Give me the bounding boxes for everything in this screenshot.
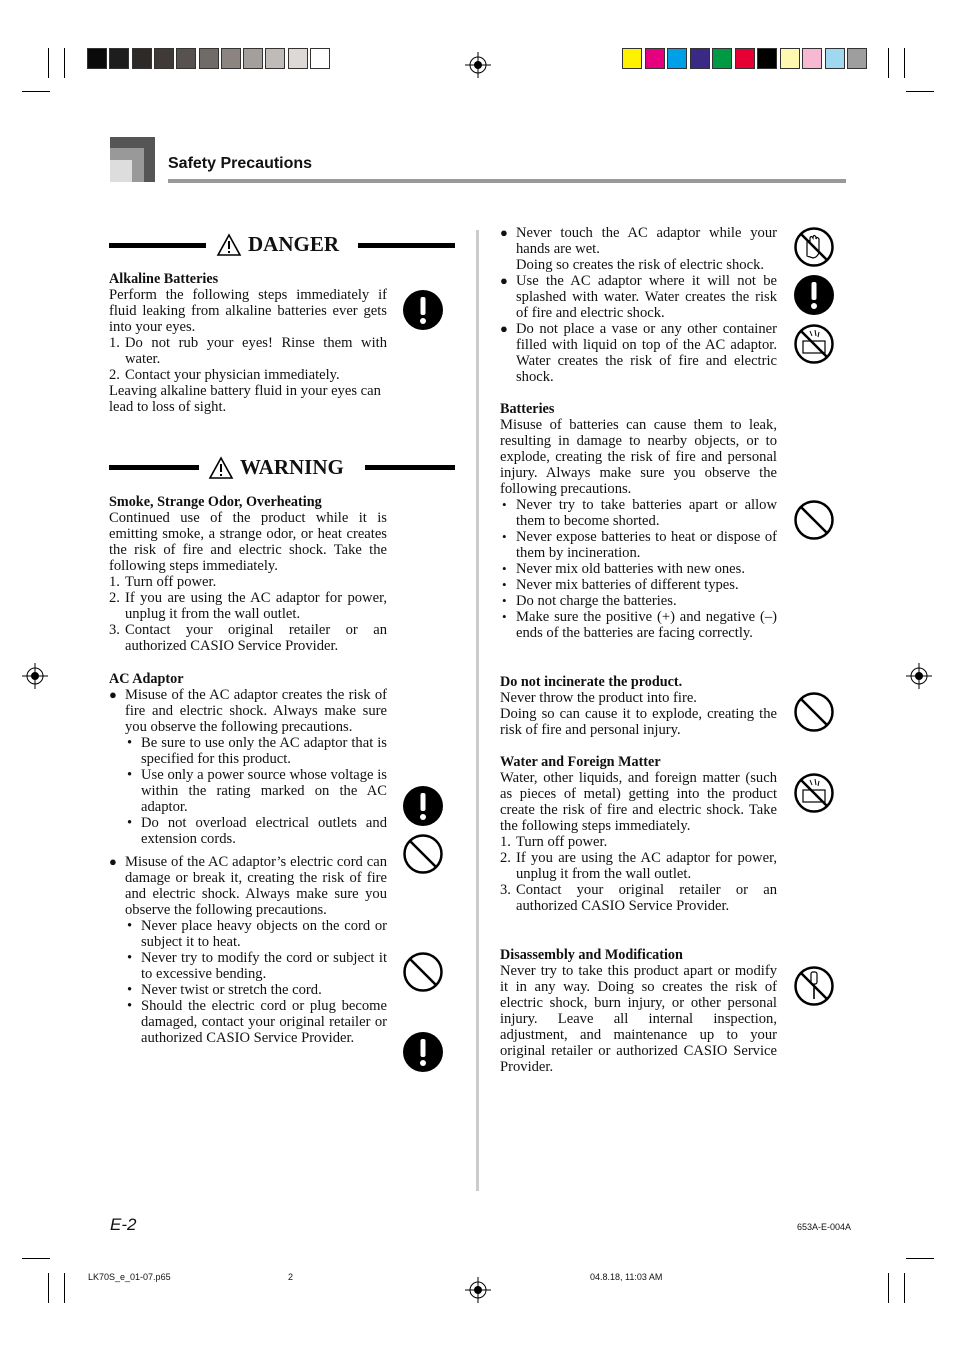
file-date: 04.8.18, 11:03 AM xyxy=(590,1272,663,1282)
list-item: • Never try to modify the cord or subject it to excessive bending. xyxy=(127,950,387,982)
exclamation-icon xyxy=(402,785,444,827)
no-water-icon xyxy=(793,323,835,365)
ac-adaptor-heading: AC Adaptor xyxy=(109,671,184,687)
page-number: E-2 xyxy=(110,1215,137,1234)
gray-swatch xyxy=(176,48,196,69)
registration-mark-left xyxy=(22,663,48,689)
section-rule xyxy=(168,179,846,183)
alkaline-section xyxy=(109,271,387,415)
registration-mark-right xyxy=(906,663,932,689)
caution-triangle-icon xyxy=(208,456,234,480)
list-item: • Use only a power source whose voltage is within the rating marked on the AC adaptor. xyxy=(127,767,387,815)
process-swatch xyxy=(780,48,800,69)
process-swatch xyxy=(825,48,845,69)
ac-adaptor-section xyxy=(109,671,387,1046)
caution-triangle-icon xyxy=(216,233,242,257)
alkaline-intro: Perform the following steps immediately if fluid leaking from alkaline batteries ever gets into your eyes. xyxy=(109,287,387,335)
gray-swatch xyxy=(221,48,241,69)
list-item: ● Misuse of the AC adaptor creates the risk of fire and electric shock. Always make sure you observe the following precautions. xyxy=(109,687,387,735)
water-step: 3. Contact your original retailer or an authorized CASIO Service Provider. xyxy=(500,882,777,914)
list-item: • Never mix old batteries with new ones. xyxy=(502,561,745,577)
danger-title: DANGER xyxy=(248,232,340,256)
process-swatch xyxy=(622,48,642,69)
no-wet-hands-icon xyxy=(793,226,835,268)
file-page: 2 xyxy=(288,1272,294,1282)
warning-rule-right xyxy=(365,465,455,470)
process-swatch xyxy=(802,48,822,69)
gray-swatch xyxy=(310,48,330,69)
exclamation-icon xyxy=(402,1031,444,1073)
registration-mark-top xyxy=(465,52,491,78)
danger-heading xyxy=(216,232,339,257)
smoke-step: 1. Turn off power. xyxy=(109,574,217,590)
water-section xyxy=(500,754,777,914)
water-step: 2. If you are using the AC adaptor for power, unplug it from the wall outlet. xyxy=(500,850,777,882)
list-item: • Should the electric cord or plug become damaged, contact your original retailer or authorized CASIO Service Provider. xyxy=(127,998,387,1046)
alkaline-step: 1. Do not rub your eyes! Rinse them with water. xyxy=(109,335,387,367)
registration-mark-bottom xyxy=(465,1277,491,1303)
danger-rule-right xyxy=(358,243,455,248)
alkaline-outro: Leaving alkaline battery fluid in your eyes can lead to loss of sight. xyxy=(109,383,381,415)
list-item: • Never expose batteries to heat or dispose of them by incineration. xyxy=(502,529,777,561)
process-swatch xyxy=(712,48,732,69)
no-disassemble-icon xyxy=(793,965,835,1007)
no-water-icon xyxy=(793,772,835,814)
list-item: • Do not overload electrical outlets and extension cords. xyxy=(127,815,387,847)
section-title: Safety Precautions xyxy=(168,155,313,172)
list-item: • Never try to take batteries apart or allow them to become shorted. xyxy=(502,497,777,529)
batteries-section xyxy=(500,401,777,641)
warning-heading xyxy=(208,455,344,480)
no-icon xyxy=(793,499,835,541)
list-item: • Make sure the positive (+) and negative (–) ends of the batteries are facing correctly. xyxy=(502,609,777,641)
water-intro: Water, other liquids, and foreign matter (such as pieces of metal) getting into the product create the risk of fire and electric shock. Take the following steps immediately. xyxy=(500,770,777,834)
section-tab-core xyxy=(110,160,132,182)
process-swatch xyxy=(690,48,710,69)
incinerate-section: Do not incinerate the product. Never throw the product into fire. Doing so can cause it to explode, creating the risk of fire and personal injury. xyxy=(500,674,777,738)
gray-swatch xyxy=(199,48,219,69)
water-heading: Water and Foreign Matter xyxy=(500,754,661,770)
gray-swatch xyxy=(109,48,129,69)
warning-rule-left xyxy=(109,465,199,470)
gray-swatch xyxy=(87,48,107,69)
exclamation-icon xyxy=(402,289,444,331)
batteries-intro: Misuse of batteries can cause them to leak, resulting in damage to nearby objects, or to explode, creating the risk of fire and personal injury. Always make sure you observe the following precautions. xyxy=(500,417,777,497)
list-item: • Never twist or stretch the cord. xyxy=(127,982,322,998)
list-item: ● Misuse of the AC adaptor’s electric cord can damage or break it, creating the risk of fire and electric shock. Always make sure you observe the following precautions. xyxy=(109,854,387,918)
water-step: 1. Turn off power. xyxy=(500,834,608,850)
document-code: 653A-E-004A xyxy=(797,1222,852,1232)
list-item: ● Do not place a vase or any other container filled with liquid on top of the AC adaptor. Water creates the risk of fire and electric shock. xyxy=(500,321,777,385)
process-swatch xyxy=(735,48,755,69)
no-icon xyxy=(793,691,835,733)
gray-swatch xyxy=(288,48,308,69)
danger-rule-left xyxy=(109,243,206,248)
list-item: • Do not charge the batteries. xyxy=(502,593,677,609)
smoke-intro: Continued use of the product while it is emitting smoke, a strange odor, or heat creates the risk of fire and electric shock. Take the following steps immediately. xyxy=(109,510,387,574)
no-icon xyxy=(402,951,444,993)
alkaline-heading: Alkaline Batteries xyxy=(109,271,219,287)
gray-swatch xyxy=(265,48,285,69)
process-swatch xyxy=(847,48,867,69)
gray-swatch xyxy=(154,48,174,69)
process-swatch xyxy=(645,48,665,69)
file-name: LK70S_e_01-07.p65 xyxy=(88,1272,171,1282)
exclamation-icon xyxy=(793,274,835,316)
smoke-step: 3. Contact your original retailer or an authorized CASIO Service Provider. xyxy=(109,622,387,654)
list-item: • Be sure to use only the AC adaptor that is specified for this product. xyxy=(127,735,387,767)
list-item: ● Never touch the AC adaptor while your hands are wet. Doing so creates the risk of electric shock. xyxy=(500,225,777,273)
smoke-heading: Smoke, Strange Odor, Overheating xyxy=(109,494,322,510)
process-swatch xyxy=(757,48,777,69)
process-swatch xyxy=(667,48,687,69)
gray-swatch xyxy=(243,48,263,69)
list-item: • Never mix batteries of different types. xyxy=(502,577,739,593)
smoke-section xyxy=(109,494,387,654)
disassembly-heading: Disassembly and Modification xyxy=(500,947,683,963)
disassembly-section: Disassembly and Modification Never try to take this product apart or modify it in any way. Doing so creates the risk of electric shock, burn injury, or other personal injury. Leave all internal inspection, adjustment, and maintenance up to your original retailer or authorized CASIO Service Provider. xyxy=(500,947,777,1075)
batteries-heading: Batteries xyxy=(500,401,555,417)
list-item: ● Use the AC adaptor where it will not be splashed with water. Water creates the risk of fire and electric shock. xyxy=(500,273,777,321)
column-divider xyxy=(476,230,479,1191)
smoke-step: 2. If you are using the AC adaptor for power, unplug it from the wall outlet. xyxy=(109,590,387,622)
list-item: • Never place heavy objects on the cord or subject it to heat. xyxy=(127,918,387,950)
incinerate-heading: Do not incinerate the product. xyxy=(500,674,683,690)
warning-title: WARNING xyxy=(240,455,344,479)
alkaline-step: 2. Contact your physician immediately. xyxy=(109,367,340,383)
no-icon xyxy=(402,833,444,875)
ac-adaptor-continued xyxy=(500,225,777,385)
gray-swatch xyxy=(132,48,152,69)
